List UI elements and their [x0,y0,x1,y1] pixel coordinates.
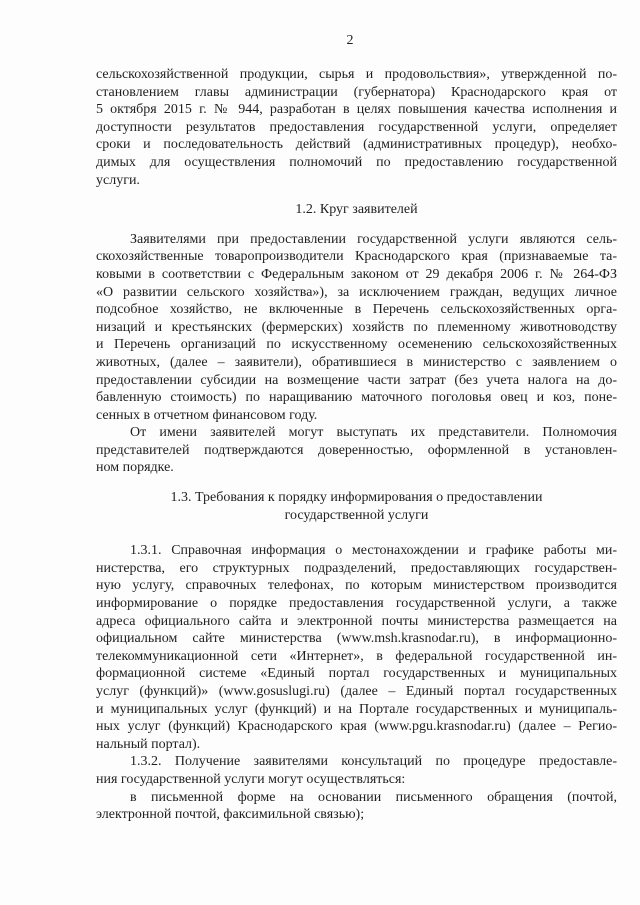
text-line: Заявителями при предоставлении государственной услуги являются сель- [130,231,617,247]
text-line: нальный портал). [96,736,201,752]
paragraph-reference-info [96,542,617,753]
text-line: представителей подтверждаются доверенностью, оформленной в установлен- [96,442,617,458]
text-line: становлением главы администрации (губернатора) Краснодарского края от [96,84,617,100]
section-heading-1-3 [96,489,617,524]
text-line: димых для осуществления полномочий по предоставлению государственной [96,154,617,170]
text-line: адреса официального сайта и электронной почты министерства размещается на [96,613,617,629]
text-line: и Перечень организаций по искусственному осеменению сельскохозяйственных [96,337,617,353]
text-line: ную услугу, справочных телефонах, по которым министерством производится [96,578,617,594]
text-line: От имени заявителей могут выступать их представители. Полномочия [130,425,617,441]
text-line: сельскохозяйственной продукции, сырья и продовольствия», утвержденной по- [96,67,617,82]
text-line: и муниципальных услуг (функций) и на Портале государственных и муниципаль- [96,701,617,717]
text-line: бавленную стоимость) по наращиванию маточного поголовья овец и коз, поне- [96,390,617,406]
text-line: скохозяйственные товаропроизводители Краснодарского края (признаваемые та- [96,249,617,265]
text-line: низаций и крестьянских (фермерских) хозяйств по племенному животноводству [96,319,617,335]
page-number: 2 [346,33,354,48]
text-line: ковыми в соответствии с Федеральным законом от 29 декабря 2006 г. № 264-ФЗ [96,266,617,282]
paragraph-representatives [96,424,617,477]
heading-line: 1.2. Круг заявителей [295,202,418,218]
text-line: в письменной форме на основании письменного обращения (почтой, [130,789,617,805]
text-line: предоставлении субсидии на возмещение части затрат (без учета налога на до- [96,372,617,388]
section-heading-1-2 [96,201,617,219]
text-line: электронной почтой, факсимильной связью); [96,807,365,823]
heading-line: государственной услуги [284,507,429,523]
text-line: официальном сайте министерства (www.msh.krasnodar.ru), в информационно- [96,631,617,647]
heading-line: 1.3. Требования к порядку информирования о предоставлении [170,490,543,506]
text-line: ния государственной услуги могут осуществляться: [96,771,406,787]
text-line: формационной системе «Единый портал государственных и муниципальных [96,666,617,682]
text-line: сроки и последовательность действий (административных процедур), необхо- [96,137,617,153]
paragraph-applicants [96,231,617,425]
text-line: 5 октября 2015 г. № 944, разработан в целях повышения качества исполнения и [96,102,617,118]
paragraph-intro [96,66,617,189]
paragraph-written-form [96,789,617,824]
text-line: 1.3.1. Справочная информация о местонахождении и графике работы ми- [130,543,617,559]
document-body [96,66,617,824]
text-line: телекоммуникационной сети «Интернет», в федеральной государственной ин- [96,648,617,664]
text-line: доступности результатов предоставления государственной услуги, определяет [96,119,617,135]
text-line: «О развитии сельского хозяйства»), за исключением граждан, ведущих личное [96,284,617,300]
text-line: подсобное хозяйство, не включенные в Перечень сельскохозяйственных орга- [96,302,617,318]
text-line: ных услуг (функций) Краснодарского края (www.pgu.krasnodar.ru) (далее – Регио- [96,719,617,735]
text-line: сенных в отчетном финансовом году. [96,407,318,423]
paragraph-consultations [96,753,617,788]
text-line: услуги. [96,172,140,188]
text-line: услуг (функций)» (www.gosuslugi.ru) (далее – Единый портал государственных [96,684,617,699]
text-line: ном порядке. [96,460,174,476]
text-line: информирование о порядке предоставления государственной услуги, а также [96,596,617,612]
text-line: животных, (далее – заявители), обратившиеся в министерство с заявлением о [96,354,617,370]
text-line: нистерства, его структурных подразделений, предоставляющих государствен- [96,560,617,576]
text-line: 1.3.2. Получение заявителями консультаций по процедуре предоставле- [130,754,617,770]
